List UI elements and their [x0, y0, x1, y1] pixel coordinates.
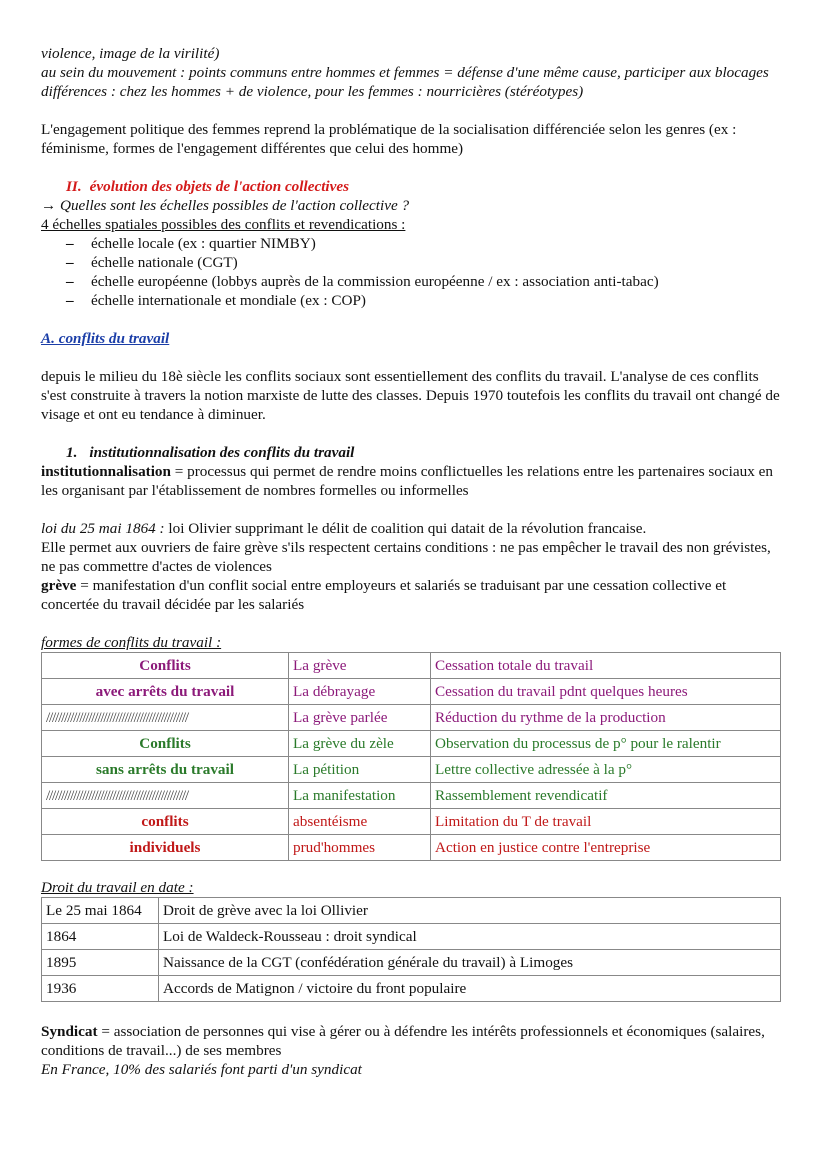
list-item: – échelle nationale (CGT): [66, 253, 786, 272]
table-cell: Cessation du travail pdnt quelques heures: [431, 679, 781, 705]
table-cell: La grève: [289, 653, 431, 679]
table-cell: ///////////////////////////////////////////////: [42, 783, 289, 809]
intro-line-1: violence, image de la virilité): [41, 45, 220, 62]
table-row: [42, 809, 781, 835]
table-cell: La débrayage: [289, 679, 431, 705]
table-cell: Accords de Matignon / victoire du front populaire: [159, 976, 781, 1002]
loi-line: [41, 519, 786, 538]
definition-syndicat: [41, 1022, 786, 1060]
table-row: [42, 835, 781, 861]
scales-heading: 4 échelles spatiales possibles des conflits et revendications :: [41, 216, 406, 233]
loi-date: loi du 25 mai 1864 :: [41, 520, 165, 537]
table-droit-caption: Droit du travail en date :: [41, 879, 194, 896]
table-cell: Naissance de la CGT (confédération générale du travail) à Limoges: [159, 950, 781, 976]
definition-term: institutionnalisation: [41, 463, 171, 480]
definition-term: Syndicat: [41, 1023, 98, 1040]
table-cell: ///////////////////////////////////////////////: [42, 705, 289, 731]
table-cell: conflits: [42, 809, 289, 835]
table-cell: La grève parlée: [289, 705, 431, 731]
definition-text: = processus qui permet de rendre moins conflictuelles les relations entre les partenaires sociaux en les organisant par l'établissement de nombres formelles ou informelles: [41, 463, 773, 499]
intro-line-2: au sein du mouvement : points communs entre hommes et femmes = défense d'une même cause, participer aux blocages: [41, 64, 769, 81]
table-cell: Réduction du rythme de la production: [431, 705, 781, 731]
table-cell: 1895: [42, 950, 159, 976]
table-cell: Droit de grève avec la loi Ollivier: [159, 898, 781, 924]
table-conflits-caption: formes de conflits du travail :: [41, 634, 222, 651]
table-cell: La manifestation: [289, 783, 431, 809]
table-cell: Lettre collective adressée à la p°: [431, 757, 781, 783]
table-row: [42, 898, 781, 924]
table-cell: individuels: [42, 835, 289, 861]
list-item: – échelle locale (ex : quartier NIMBY): [66, 234, 786, 253]
table-cell: 1936: [42, 976, 159, 1002]
table-row: [42, 653, 781, 679]
section-title: évolution des objets de l'action collectives: [89, 178, 350, 195]
section-heading-ii: [66, 177, 786, 196]
section-heading-a: A. conflits du travail: [41, 330, 170, 347]
section-number: II.: [66, 178, 82, 195]
subsection-title: institutionnalisation des conflits du travail: [89, 444, 355, 461]
table-cell: Cessation totale du travail: [431, 653, 781, 679]
table-cell: Action en justice contre l'entreprise: [431, 835, 781, 861]
table-row: [42, 976, 781, 1002]
table-cell: Observation du processus de p° pour le ralentir: [431, 731, 781, 757]
subsection-heading-1: [66, 443, 786, 462]
scales-question: → Quelles sont les échelles possibles de l'action collective ?: [41, 197, 410, 214]
table-row: [42, 679, 781, 705]
table-cell: La grève du zèle: [289, 731, 431, 757]
definition-institutionnalisation: [41, 462, 786, 500]
table-row: [42, 757, 781, 783]
table-row: [42, 705, 781, 731]
section-a-paragraph: depuis le milieu du 18è siècle les conflits sociaux sont essentiellement des conflits du travail. L'analyse de ces conflits s'est construite à travers la notion marxiste de lutte des classes. Depuis 1970 toutefois les conflits du travail ont changé de visage et ont eu tendance à diminuer.: [41, 368, 780, 423]
scales-list: [41, 234, 786, 310]
intro-line-3: différences : chez les hommes + de violence, pour les femmes : nourricières (stéréotypes): [41, 83, 584, 100]
definition-text: = association de personnes qui vise à gérer ou à défendre les intérêts professionnels et économiques (salaires, conditions de travail...) de ses membres: [41, 1023, 765, 1059]
definition-term: grève: [41, 577, 77, 594]
loi-conditions: Elle permet aux ouvriers de faire grève s'ils respectent certains conditions : ne pas empêcher le travail des non grévistes, ne pas commettre d'actes de violences: [41, 539, 771, 575]
table-droit: [41, 897, 781, 1002]
table-cell: 1864: [42, 924, 159, 950]
table-row: [42, 783, 781, 809]
document-page: [41, 44, 786, 1079]
table-cell: Conflits: [42, 653, 289, 679]
definition-greve: [41, 576, 786, 614]
list-item: – échelle européenne (lobbys auprès de la commission européenne / ex : association anti-tabac): [66, 272, 786, 291]
table-cell: Loi de Waldeck-Rousseau : droit syndical: [159, 924, 781, 950]
engagement-paragraph: L'engagement politique des femmes reprend la problématique de la socialisation différenciée selon les genres (ex : féminisme, formes de l'engagement différentes que celui des homme): [41, 121, 737, 157]
table-row: [42, 731, 781, 757]
table-row: [42, 950, 781, 976]
table-cell: absentéisme: [289, 809, 431, 835]
table-cell: avec arrêts du travail: [42, 679, 289, 705]
table-conflits: [41, 652, 781, 861]
table-cell: sans arrêts du travail: [42, 757, 289, 783]
table-cell: Le 25 mai 1864: [42, 898, 159, 924]
table-cell: Rassemblement revendicatif: [431, 783, 781, 809]
table-cell: Limitation du T de travail: [431, 809, 781, 835]
table-cell: Conflits: [42, 731, 289, 757]
table-cell: prud'hommes: [289, 835, 431, 861]
syndicat-stat: En France, 10% des salariés font parti d'un syndicat: [41, 1061, 362, 1078]
table-cell: La pétition: [289, 757, 431, 783]
subsection-number: 1.: [66, 444, 78, 461]
table-row: [42, 924, 781, 950]
definition-text: = manifestation d'un conflit social entre employeurs et salariés se traduisant par une cessation collective et concertée du travail décidée par les salariés: [41, 577, 727, 613]
list-item: – échelle internationale et mondiale (ex : COP): [66, 291, 786, 310]
loi-text: loi Olivier supprimant le délit de coalition qui datait de la révolution francaise.: [164, 520, 647, 537]
